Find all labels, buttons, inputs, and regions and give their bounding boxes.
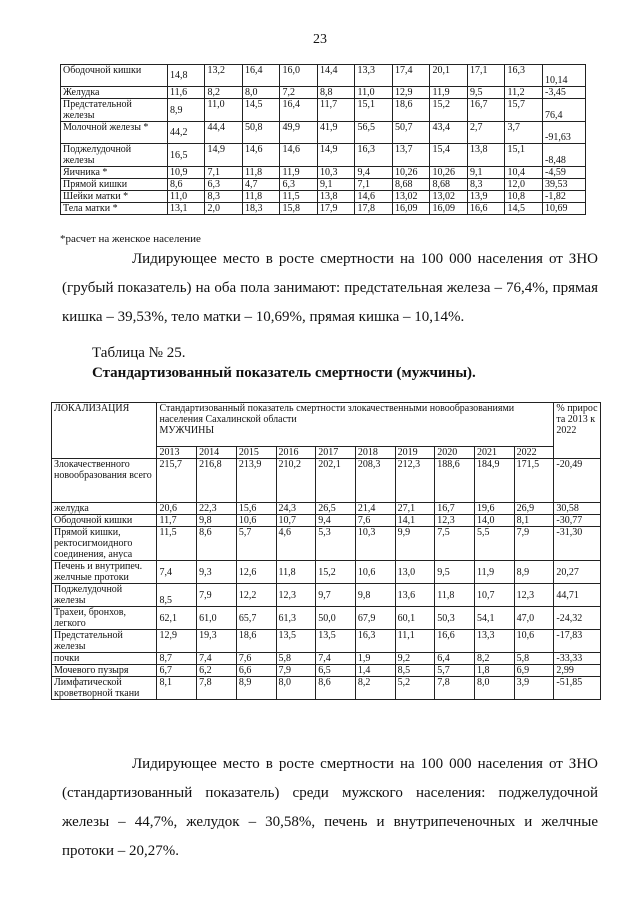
year-header: 2014 — [197, 447, 237, 459]
table-row — [52, 503, 601, 515]
value-cell: 202,1 — [316, 459, 356, 503]
value-cell: 61,0 — [197, 607, 237, 630]
value-cell: 11,8 — [435, 584, 475, 607]
value-cell: 8,3 — [467, 179, 505, 191]
value-cell: 41,9 — [317, 122, 355, 144]
value-cell: 8,2 — [205, 87, 243, 99]
value-cell: 11,8 — [276, 561, 316, 584]
value-cell: 16,7 — [435, 503, 475, 515]
value-cell: 10,7 — [474, 584, 514, 607]
value-cell: 13,2 — [205, 65, 243, 87]
value-cell: 65,7 — [236, 607, 276, 630]
value-cell: 13,02 — [430, 191, 468, 203]
table-row — [61, 179, 586, 191]
row-label: Злокачественного новообразования всего — [52, 459, 157, 503]
value-cell: 16,3 — [355, 144, 393, 167]
value-cell: 7,9 — [276, 665, 316, 677]
value-cell: 17,1 — [467, 65, 505, 87]
value-cell: 10,6 — [236, 515, 276, 527]
value-cell: 56,5 — [355, 122, 393, 144]
value-cell: 6,2 — [197, 665, 237, 677]
value-cell: 10,26 — [430, 167, 468, 179]
value-cell: 8,6 — [316, 677, 356, 700]
value-cell: 11,0 — [205, 99, 243, 122]
value-cell: 12,3 — [276, 584, 316, 607]
header-men: МУЖЧИНЫ — [157, 425, 554, 447]
percent-cell: 44,71 — [554, 584, 601, 607]
percent-cell: -17,83 — [554, 630, 601, 653]
row-label: Тела матки * — [61, 203, 168, 215]
value-cell: 14,0 — [474, 515, 514, 527]
value-cell: 213,9 — [236, 459, 276, 503]
value-cell: 8,68 — [430, 179, 468, 191]
value-cell: 7,4 — [316, 653, 356, 665]
percent-cell: 76,4 — [542, 99, 585, 122]
value-cell: 5,5 — [474, 527, 514, 561]
value-cell: 60,1 — [395, 607, 435, 630]
value-cell: 11,2 — [505, 87, 543, 99]
year-header: 2019 — [395, 447, 435, 459]
row-label: Поджелудочной железы — [52, 584, 157, 607]
value-cell: 6,7 — [157, 665, 197, 677]
value-cell: 11,9 — [474, 561, 514, 584]
value-cell: 184,9 — [474, 459, 514, 503]
value-cell: 216,8 — [197, 459, 237, 503]
percent-cell: -4,59 — [542, 167, 585, 179]
percent-cell: 39,53 — [542, 179, 585, 191]
value-cell: 3,9 — [514, 677, 554, 700]
value-cell: 19,6 — [474, 503, 514, 515]
header-title: Стандартизованный показатель смертности злокачественными новообразованиями населения Сахалинской области — [157, 403, 554, 426]
value-cell: 11,7 — [317, 99, 355, 122]
value-cell: 15,6 — [236, 503, 276, 515]
table-caption-title: Стандартизованный показатель смертности (мужчины). — [92, 365, 476, 381]
value-cell: 9,4 — [316, 515, 356, 527]
value-cell: 11,1 — [395, 630, 435, 653]
value-cell: 13,3 — [474, 630, 514, 653]
paragraph-rough-rate — [62, 245, 598, 332]
value-cell: 8,7 — [157, 653, 197, 665]
value-cell: 7,9 — [514, 527, 554, 561]
value-cell: 26,5 — [316, 503, 356, 515]
value-cell: 50,7 — [392, 122, 430, 144]
value-cell: 8,3 — [205, 191, 243, 203]
percent-cell: 10,69 — [542, 203, 585, 215]
value-cell: 13,3 — [355, 65, 393, 87]
table-row — [61, 144, 586, 167]
value-cell: 9,7 — [316, 584, 356, 607]
value-cell: 208,3 — [355, 459, 395, 503]
value-cell: 8,9 — [514, 561, 554, 584]
value-cell: 171,5 — [514, 459, 554, 503]
table-row — [61, 65, 586, 87]
value-cell: 14,6 — [355, 191, 393, 203]
value-cell: 9,1 — [467, 167, 505, 179]
value-cell: 61,3 — [276, 607, 316, 630]
value-cell: 10,6 — [514, 630, 554, 653]
value-cell: 16,6 — [435, 630, 475, 653]
value-cell: 9,2 — [395, 653, 435, 665]
value-cell: 215,7 — [157, 459, 197, 503]
value-cell: 11,8 — [242, 167, 280, 179]
value-cell: 15,2 — [430, 99, 468, 122]
value-cell: 44,2 — [167, 122, 205, 144]
percent-cell: -1,82 — [542, 191, 585, 203]
value-cell: 6,6 — [236, 665, 276, 677]
value-cell: 16,5 — [167, 144, 205, 167]
value-cell: 10,3 — [355, 527, 395, 561]
percent-cell: -30,77 — [554, 515, 601, 527]
page-number: 23 — [313, 32, 327, 47]
table-row — [61, 203, 586, 215]
row-label: Предстательной железы — [61, 99, 168, 122]
value-cell: 8,9 — [236, 677, 276, 700]
value-cell: 8,1 — [157, 677, 197, 700]
value-cell: 6,5 — [316, 665, 356, 677]
value-cell: 50,8 — [242, 122, 280, 144]
value-cell: 15,7 — [505, 99, 543, 122]
value-cell: 5,2 — [395, 677, 435, 700]
value-cell: 13,5 — [276, 630, 316, 653]
value-cell: 12,2 — [236, 584, 276, 607]
value-cell: 11,7 — [157, 515, 197, 527]
value-cell: 10,8 — [505, 191, 543, 203]
value-cell: 10,9 — [167, 167, 205, 179]
value-cell: 9,3 — [197, 561, 237, 584]
row-label: почки — [52, 653, 157, 665]
value-cell: 11,9 — [430, 87, 468, 99]
table-row — [52, 584, 601, 607]
value-cell: 7,8 — [197, 677, 237, 700]
value-cell: 11,6 — [167, 87, 205, 99]
value-cell: 7,4 — [157, 561, 197, 584]
value-cell: 12,0 — [505, 179, 543, 191]
value-cell: 17,4 — [392, 65, 430, 87]
value-cell: 212,3 — [395, 459, 435, 503]
value-cell: 3,7 — [505, 122, 543, 144]
value-cell: 67,9 — [355, 607, 395, 630]
value-cell: 14,6 — [280, 144, 318, 167]
row-label: Печень и внутрипеч. желчные протоки — [52, 561, 157, 584]
row-label: Молочной железы * — [61, 122, 168, 144]
table-row — [52, 630, 601, 653]
value-cell: 7,6 — [355, 515, 395, 527]
row-label: Предстательной железы — [52, 630, 157, 653]
row-label: Желудка — [61, 87, 168, 99]
value-cell: 7,4 — [197, 653, 237, 665]
value-cell: 5,8 — [514, 653, 554, 665]
value-cell: 15,4 — [430, 144, 468, 167]
value-cell: 8,2 — [474, 653, 514, 665]
value-cell: 8,8 — [317, 87, 355, 99]
value-cell: 10,7 — [276, 515, 316, 527]
year-header: 2022 — [514, 447, 554, 459]
table-row — [61, 87, 586, 99]
value-cell: 11,5 — [280, 191, 318, 203]
value-cell: 16,7 — [467, 99, 505, 122]
table-row — [52, 607, 601, 630]
row-label: Мочевого пузыря — [52, 665, 157, 677]
value-cell: 1,8 — [474, 665, 514, 677]
percent-cell: -8,48 — [542, 144, 585, 167]
value-cell: 10,3 — [317, 167, 355, 179]
year-header: 2015 — [236, 447, 276, 459]
value-cell: 11,8 — [242, 191, 280, 203]
percent-cell: -31,30 — [554, 527, 601, 561]
value-cell: 7,8 — [435, 677, 475, 700]
value-cell: 14,9 — [205, 144, 243, 167]
value-cell: 8,0 — [242, 87, 280, 99]
value-cell: 10,6 — [355, 561, 395, 584]
year-header: 2013 — [157, 447, 197, 459]
value-cell: 12,3 — [435, 515, 475, 527]
value-cell: 13,9 — [467, 191, 505, 203]
value-cell: 8,68 — [392, 179, 430, 191]
value-cell: 12,3 — [514, 584, 554, 607]
value-cell: 20,1 — [430, 65, 468, 87]
value-cell: 10,26 — [392, 167, 430, 179]
year-header: 2016 — [276, 447, 316, 459]
value-cell: 50,0 — [316, 607, 356, 630]
table-row — [52, 561, 601, 584]
value-cell: 2,0 — [205, 203, 243, 215]
value-cell: 16,3 — [505, 65, 543, 87]
value-cell: 17,8 — [355, 203, 393, 215]
value-cell: 188,6 — [435, 459, 475, 503]
table-row — [61, 191, 586, 203]
value-cell: 5,7 — [435, 665, 475, 677]
table-row — [61, 122, 586, 144]
percent-cell: -33,33 — [554, 653, 601, 665]
value-cell: 9,8 — [355, 584, 395, 607]
table-row — [52, 677, 601, 700]
row-label: Прямой кишки, ректосигмоидного соединения, ануса — [52, 527, 157, 561]
value-cell: 16,09 — [430, 203, 468, 215]
value-cell: 7,1 — [205, 167, 243, 179]
value-cell: 11,5 — [157, 527, 197, 561]
percent-cell: 2,99 — [554, 665, 601, 677]
value-cell: 11,0 — [355, 87, 393, 99]
header-localization: ЛОКАЛИЗАЦИЯ — [52, 403, 157, 459]
value-cell: 16,3 — [355, 630, 395, 653]
year-header: 2021 — [474, 447, 514, 459]
table-row — [52, 459, 601, 503]
value-cell: 18,6 — [392, 99, 430, 122]
value-cell: 12,9 — [392, 87, 430, 99]
value-cell: 4,6 — [276, 527, 316, 561]
value-cell: 9,1 — [317, 179, 355, 191]
percent-cell: -51,85 — [554, 677, 601, 700]
value-cell: 49,9 — [280, 122, 318, 144]
value-cell: 15,8 — [280, 203, 318, 215]
value-cell: 13,0 — [395, 561, 435, 584]
row-label: Ободочной кишки — [52, 515, 157, 527]
value-cell: 1,9 — [355, 653, 395, 665]
value-cell: 15,1 — [355, 99, 393, 122]
value-cell: 13,6 — [395, 584, 435, 607]
value-cell: 9,5 — [467, 87, 505, 99]
table-row — [61, 167, 586, 179]
percent-cell: 20,27 — [554, 561, 601, 584]
percent-cell: 30,58 — [554, 503, 601, 515]
value-cell: 16,6 — [467, 203, 505, 215]
row-label: Трахеи, бронхов, легкого — [52, 607, 157, 630]
value-cell: 10,4 — [505, 167, 543, 179]
mortality-table-continued — [60, 64, 586, 215]
value-cell: 24,3 — [276, 503, 316, 515]
percent-cell: -91,63 — [542, 122, 585, 144]
value-cell: 11,9 — [280, 167, 318, 179]
value-cell: 13,7 — [392, 144, 430, 167]
value-cell: 7,5 — [435, 527, 475, 561]
percent-cell: -3,45 — [542, 87, 585, 99]
value-cell: 8,9 — [167, 99, 205, 122]
value-cell: 5,8 — [276, 653, 316, 665]
value-cell: 7,6 — [236, 653, 276, 665]
table-row — [61, 99, 586, 122]
row-label: желудка — [52, 503, 157, 515]
value-cell: 6,9 — [514, 665, 554, 677]
value-cell: 14,5 — [242, 99, 280, 122]
percent-cell: -20,49 — [554, 459, 601, 503]
value-cell: 14,4 — [317, 65, 355, 87]
value-cell: 9,4 — [355, 167, 393, 179]
value-cell: 20,6 — [157, 503, 197, 515]
value-cell: 16,4 — [280, 99, 318, 122]
value-cell: 9,8 — [197, 515, 237, 527]
value-cell: 22,3 — [197, 503, 237, 515]
year-header: 2020 — [435, 447, 475, 459]
value-cell: 16,09 — [392, 203, 430, 215]
value-cell: 13,5 — [316, 630, 356, 653]
value-cell: 8,2 — [355, 677, 395, 700]
value-cell: 11,0 — [167, 191, 205, 203]
standardized-mortality-men-table — [51, 402, 601, 700]
value-cell: 4,7 — [242, 179, 280, 191]
row-label: Прямой кишки — [61, 179, 168, 191]
value-cell: 2,7 — [467, 122, 505, 144]
row-label: Поджелудочной железы — [61, 144, 168, 167]
value-cell: 8,6 — [167, 179, 205, 191]
value-cell: 1,4 — [355, 665, 395, 677]
row-label: Лимфатической кроветворной ткани — [52, 677, 157, 700]
value-cell: 15,2 — [316, 561, 356, 584]
value-cell: 19,3 — [197, 630, 237, 653]
value-cell: 6,3 — [280, 179, 318, 191]
value-cell: 54,1 — [474, 607, 514, 630]
value-cell: 9,9 — [395, 527, 435, 561]
value-cell: 6,4 — [435, 653, 475, 665]
value-cell: 43,4 — [430, 122, 468, 144]
percent-cell: 10,14 — [542, 65, 585, 87]
value-cell: 13,8 — [317, 191, 355, 203]
footnote: *расчет на женское население — [60, 233, 201, 245]
table-row — [52, 527, 601, 561]
table-row — [52, 665, 601, 677]
value-cell: 17,9 — [317, 203, 355, 215]
value-cell: 62,1 — [157, 607, 197, 630]
table-row — [52, 653, 601, 665]
value-cell: 7,9 — [197, 584, 237, 607]
value-cell: 50,3 — [435, 607, 475, 630]
value-cell: 7,1 — [355, 179, 393, 191]
value-cell: 26,9 — [514, 503, 554, 515]
value-cell: 5,3 — [316, 527, 356, 561]
value-cell: 13,8 — [467, 144, 505, 167]
value-cell: 13,1 — [167, 203, 205, 215]
value-cell: 18,3 — [242, 203, 280, 215]
table-caption-number: Таблица № 25. — [92, 345, 186, 361]
paragraph-standardized-rate — [62, 750, 598, 866]
value-cell: 14,8 — [167, 65, 205, 87]
value-cell: 6,3 — [205, 179, 243, 191]
value-cell: 8,0 — [474, 677, 514, 700]
value-cell: 12,6 — [236, 561, 276, 584]
value-cell: 8,1 — [514, 515, 554, 527]
paragraph-text: Лидирующее место в росте смертности на 100 000 населения от ЗНО (стандартизованный показатель) среди мужского населения: поджелудочной железы – 44,7%, желудок – 30,58%, печень и внутрипеченочных и желчные протоки – 20,27%. — [62, 756, 598, 859]
year-header: 2017 — [316, 447, 356, 459]
value-cell: 14,9 — [317, 144, 355, 167]
value-cell: 8,0 — [276, 677, 316, 700]
value-cell: 18,6 — [236, 630, 276, 653]
value-cell: 44,4 — [205, 122, 243, 144]
year-header: 2018 — [355, 447, 395, 459]
value-cell: 12,9 — [157, 630, 197, 653]
value-cell: 15,1 — [505, 144, 543, 167]
header-percent-growth: % прирос та 2013 к 2022 — [554, 403, 601, 459]
value-cell: 27,1 — [395, 503, 435, 515]
paragraph-text: Лидирующее место в росте смертности на 100 000 населения от ЗНО (грубый показатель) на оба пола занимают: предстательная железа – 76,4%, прямая кишка – 39,53%, тело матки – 10,69%, прямая кишка – 10,14%. — [62, 251, 598, 325]
value-cell: 14,1 — [395, 515, 435, 527]
value-cell: 47,0 — [514, 607, 554, 630]
value-cell: 16,4 — [242, 65, 280, 87]
value-cell: 210,2 — [276, 459, 316, 503]
value-cell: 9,5 — [435, 561, 475, 584]
row-label: Шейки матки * — [61, 191, 168, 203]
value-cell: 5,7 — [236, 527, 276, 561]
table-row — [52, 515, 601, 527]
value-cell: 8,5 — [157, 584, 197, 607]
value-cell: 7,2 — [280, 87, 318, 99]
row-label: Яичника * — [61, 167, 168, 179]
row-label: Ободочной кишки — [61, 65, 168, 87]
value-cell: 14,6 — [242, 144, 280, 167]
value-cell: 13,02 — [392, 191, 430, 203]
value-cell: 8,5 — [395, 665, 435, 677]
value-cell: 14,5 — [505, 203, 543, 215]
value-cell: 8,6 — [197, 527, 237, 561]
percent-cell: -24,32 — [554, 607, 601, 630]
value-cell: 21,4 — [355, 503, 395, 515]
value-cell: 16,0 — [280, 65, 318, 87]
